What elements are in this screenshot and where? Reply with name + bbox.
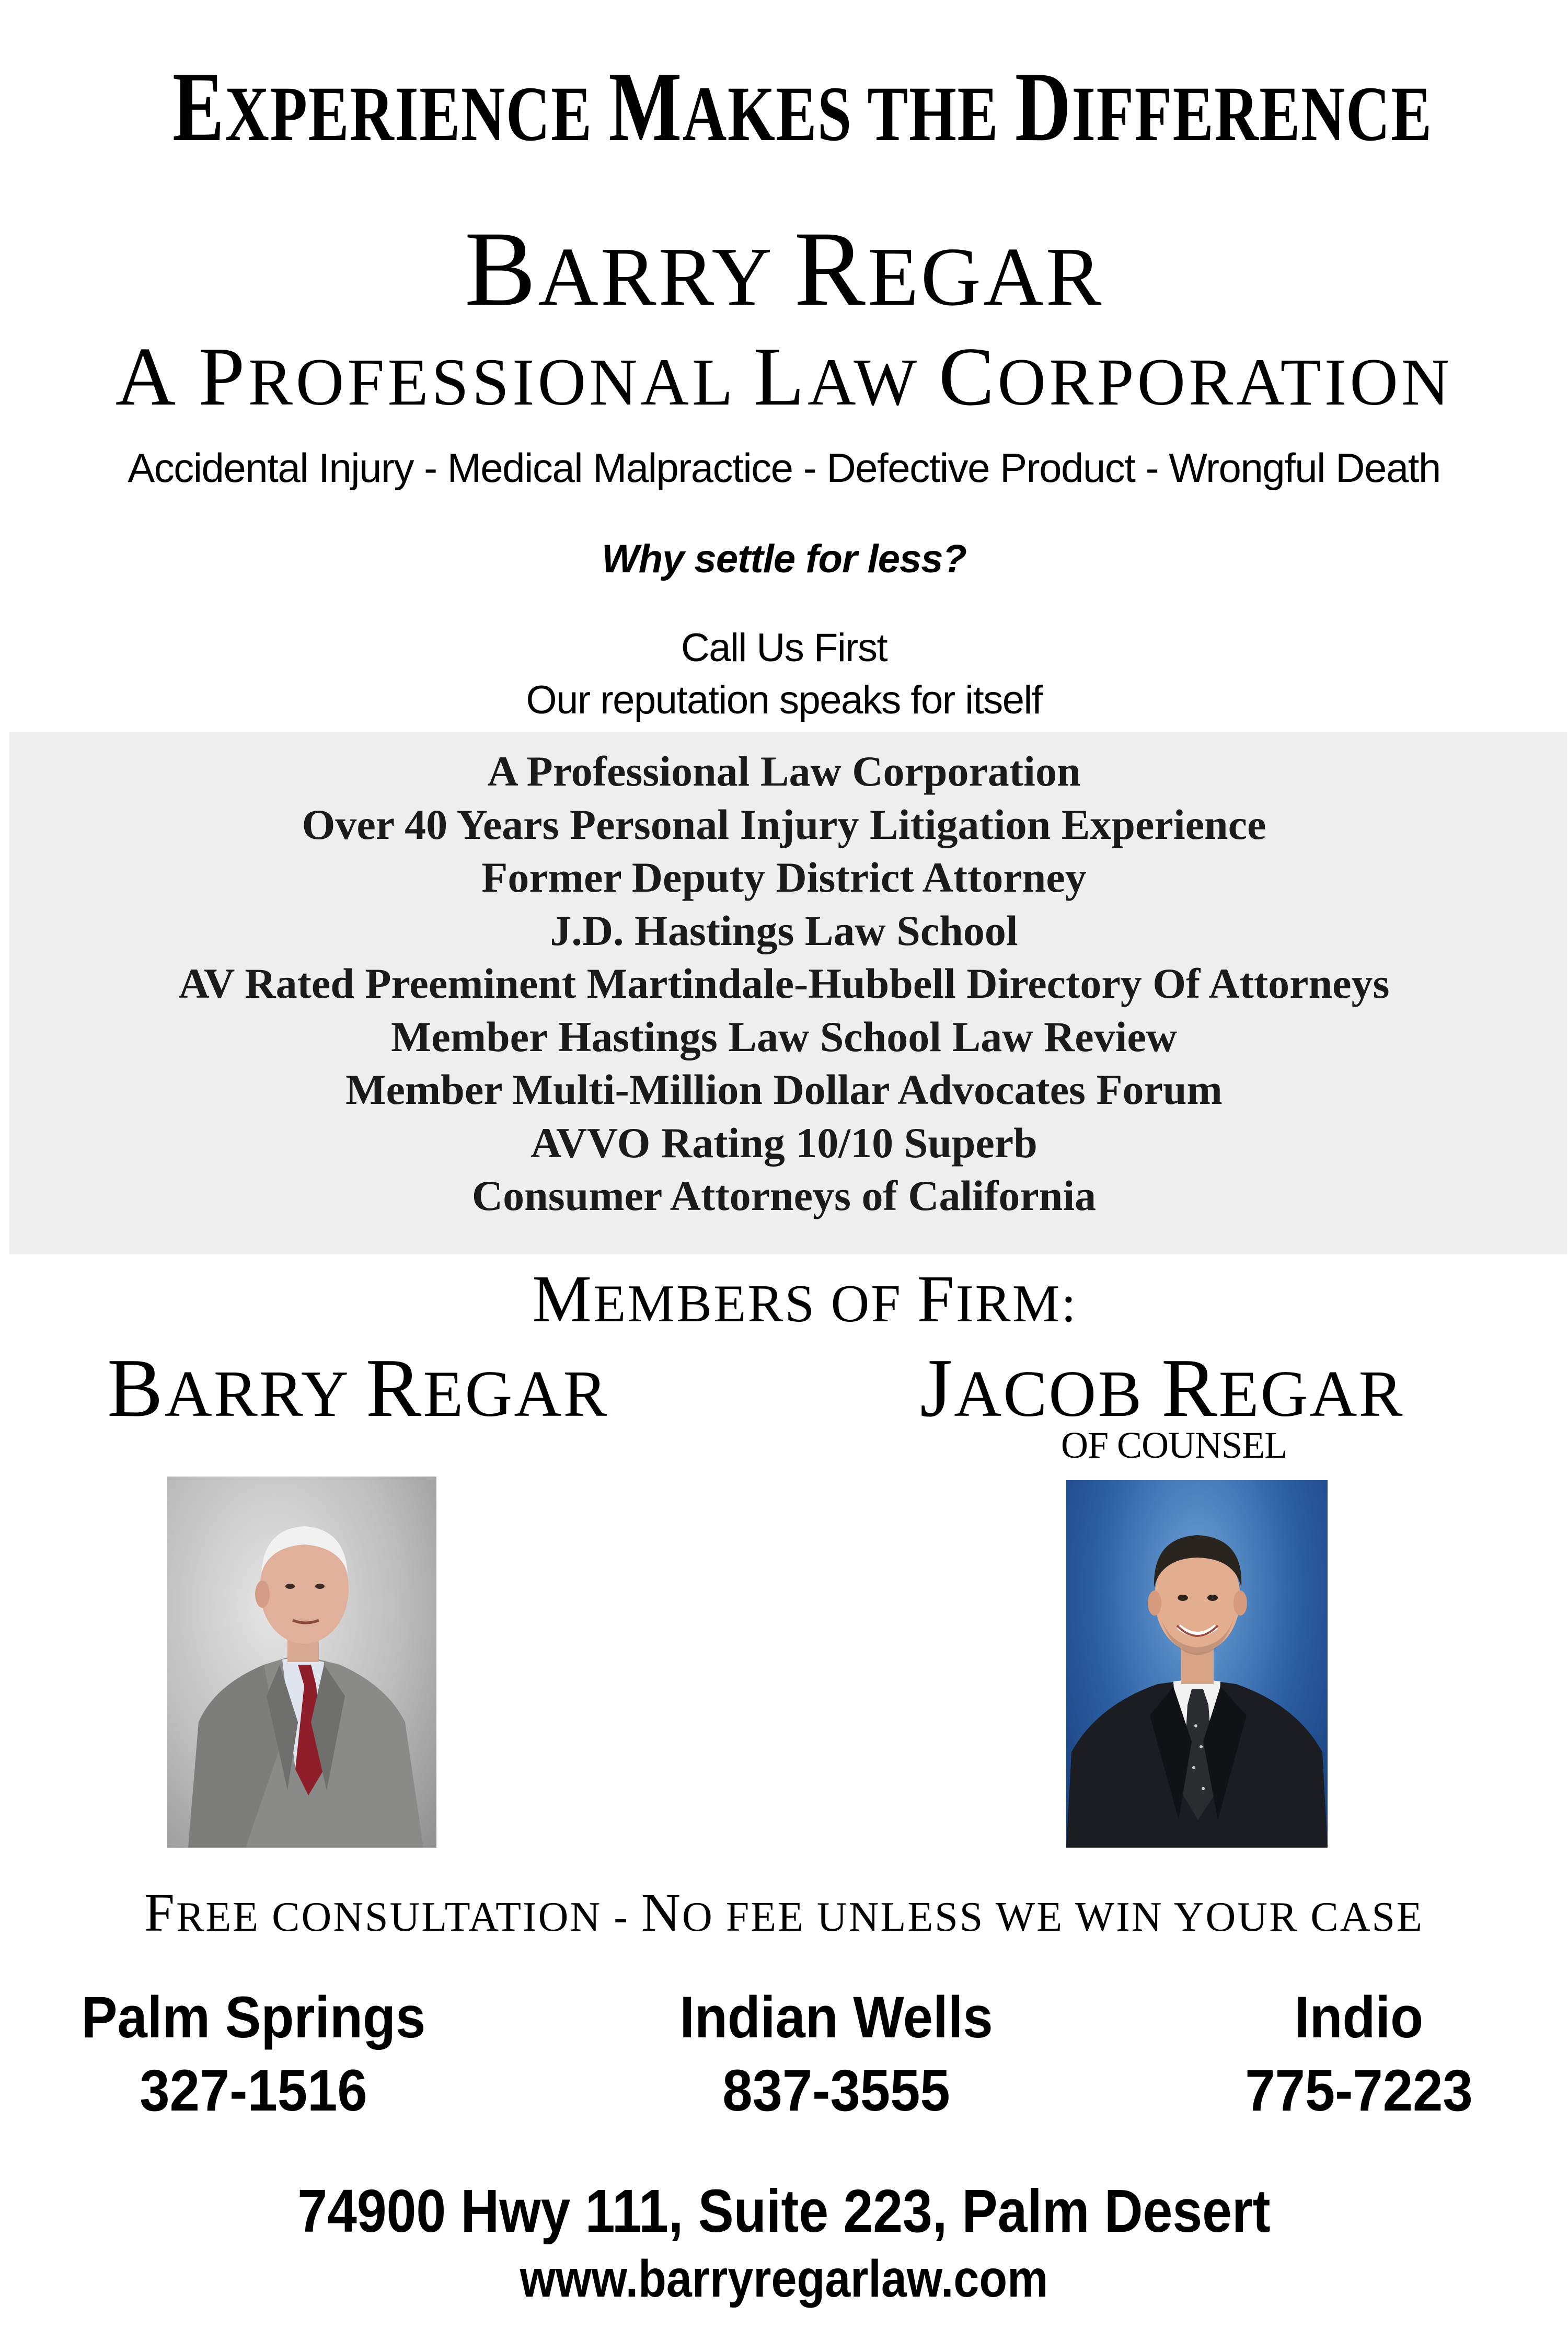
headline-part: XPERIENCE	[225, 71, 609, 157]
members-heading-part: IRM:	[955, 1274, 1078, 1333]
office-phone[interactable]: 837-3555	[722, 2058, 950, 2123]
office-phone[interactable]: 327-1516	[140, 2058, 367, 2123]
credential-item: Former Deputy District Attorney	[481, 854, 1087, 901]
headline-part: AKES THE	[682, 71, 1015, 157]
office-address: 74900 Hwy 111, Suite 223, Palm Desert	[297, 2177, 1271, 2245]
headline	[172, 50, 1433, 171]
firm-subtitle-initial: P	[198, 330, 248, 423]
credential-item: Member Hastings Law School Law Review	[390, 1012, 1178, 1060]
office-phone[interactable]: 775-7223	[1245, 2058, 1473, 2123]
firm-name-initial: R	[794, 210, 868, 328]
reputation-line: Our reputation speaks for itself	[526, 678, 1042, 722]
barry-regar-photo	[167, 1477, 436, 1848]
office-city: Indian Wells	[679, 1985, 993, 2050]
consultation-part: O FEE UNLESS WE WIN YOUR CASE	[682, 1894, 1424, 1940]
credential-item: Over 40 Years Personal Injury Litigation Experience	[302, 800, 1266, 848]
member-name-initial: J	[920, 1341, 954, 1434]
firm-name-part: ARRY	[538, 230, 794, 323]
headline-initial: E	[172, 52, 225, 162]
consultation-initial: N	[641, 1883, 682, 1943]
free-consultation-banner	[0, 1882, 1568, 1949]
firm-subtitle	[0, 329, 1568, 429]
member-name-part: EGAR	[423, 1358, 609, 1431]
member-name-part: EGAR	[1218, 1358, 1404, 1431]
office-city: Indio	[1294, 1985, 1424, 2050]
firm-subtitle-part: ROFESSIONAL	[248, 345, 754, 419]
firm-subtitle-initial: C	[938, 330, 998, 423]
firm-subtitle-part: AW	[808, 345, 939, 419]
consultation-part: REE CONSULTATION -	[176, 1894, 641, 1940]
practice-areas: Accidental Injury - Medical Malpractice - Defective Product - Wrongful Death	[128, 445, 1440, 491]
office-palm-springs	[52, 1981, 455, 2127]
members-heading-part: EMBERS OF	[593, 1274, 917, 1333]
member-name-initial: R	[1161, 1341, 1219, 1434]
office-city: Palm Springs	[81, 1985, 426, 2050]
member-name-part: ARRY	[164, 1358, 366, 1431]
credential-item: Member Multi-Million Dollar Advocates Forum	[345, 1066, 1223, 1113]
member-name-part: ACOB	[954, 1358, 1161, 1431]
member-name-barry	[107, 1341, 608, 1442]
tagline: Why settle for less?	[602, 537, 966, 581]
call-us-first: Call Us First	[681, 626, 887, 670]
firm-subtitle-part: A	[115, 330, 199, 423]
firm-name-part: EGAR	[867, 230, 1104, 323]
firm-subtitle-part: ORPORATION	[997, 345, 1453, 419]
consultation-initial: F	[144, 1883, 176, 1943]
credentials-list	[0, 745, 1568, 1223]
firm-name	[0, 209, 1568, 337]
jacob-portrait-illustration	[1066, 1480, 1328, 1848]
barry-portrait-illustration	[167, 1477, 436, 1848]
member-name-initial: R	[365, 1341, 423, 1434]
headline-initial: D	[1014, 52, 1072, 162]
firm-name-initial: B	[464, 210, 538, 328]
member-name-initial: B	[107, 1341, 165, 1434]
website-link[interactable]: www.barryregarlaw.com	[520, 2250, 1048, 2308]
headline-initial: M	[608, 52, 683, 162]
jacob-regar-photo	[1066, 1480, 1328, 1848]
office-indian-wells	[627, 1981, 1045, 2127]
credential-item: AVVO Rating 10/10 Superb	[531, 1119, 1037, 1167]
headline-part: IFFERENCE	[1071, 71, 1433, 157]
members-heading-initial: F	[917, 1262, 956, 1336]
members-heading	[0, 1260, 1568, 1343]
of-counsel-label: OF COUNSEL	[1061, 1424, 1287, 1466]
members-heading-initial: M	[532, 1262, 594, 1336]
credential-item: A Professional Law Corporation	[487, 747, 1081, 795]
credential-item: Consumer Attorneys of California	[471, 1172, 1097, 1219]
credential-item: J.D. Hastings Law School	[550, 906, 1018, 954]
firm-subtitle-initial: L	[753, 330, 808, 423]
office-indio	[1197, 1981, 1521, 2127]
credential-item: AV Rated Preeminent Martindale-Hubbell Directory Of Attorneys	[178, 960, 1390, 1007]
